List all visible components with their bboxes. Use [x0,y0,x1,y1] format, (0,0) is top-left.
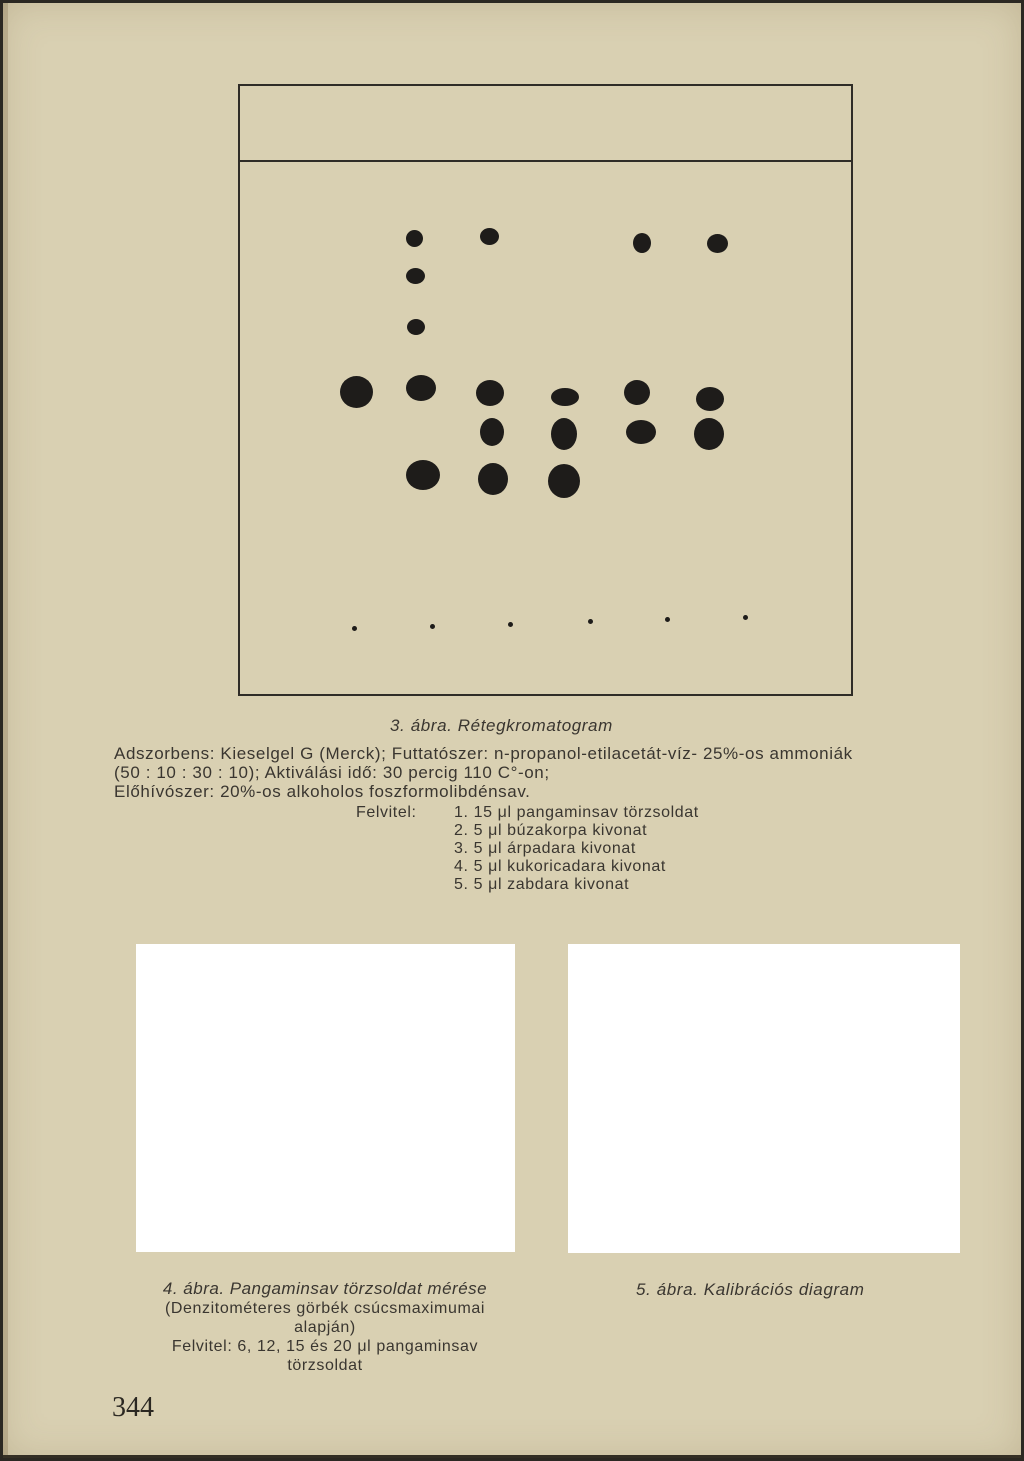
start-dot [743,615,748,620]
felvitel-item: 4. 5 μl kukoricadara kivonat [454,858,666,875]
page-number: 344 [112,1392,154,1423]
figure3-details-line2: (50 : 10 : 30 : 10); Aktiválási idő: 30 percig 110 C°-on; [114,763,550,782]
spot [707,234,728,253]
felvitel-item: 2. 5 μl búzakorpa kivonat [454,822,648,839]
spot [476,380,504,406]
spot [478,463,508,495]
figure4-caption: 4. ábra. Pangaminsav törzsoldat mérése [162,1279,488,1298]
spot [696,387,724,411]
figure4-line4: Felvitel: 6, 12, 15 és 20 μl pangaminsav [171,1338,479,1355]
figure4-image-area [136,944,515,1252]
spot [551,418,577,450]
figure3-details-line1: Adszorbens: Kieselgel G (Merck); Futtatószer: n-propanol-etilacetát-víz- 25%-os ammoniák [114,744,853,763]
spot [548,464,580,498]
spot [480,418,504,446]
felvitel-item: 1. 15 μl pangaminsav törzsoldat [454,804,699,821]
start-dot [665,617,670,622]
spot [406,230,423,247]
felvitel-label: Felvitel: [356,804,417,821]
figure3-caption: 3. ábra. Rétegkromatogram [390,716,613,735]
page-spine [0,0,8,1461]
spot [633,233,651,253]
spot [407,319,425,335]
figure3-details-line3: Előhívószer: 20%-os alkoholos foszformolibdénsav. [114,782,531,801]
spot [406,375,436,401]
felvitel-item: 3. 5 μl árpadara kivonat [454,840,636,857]
figure5-image-area [568,944,960,1253]
figure5-caption: 5. ábra. Kalibrációs diagram [636,1280,865,1299]
figure4-caption-block [120,1279,530,1375]
figure4-line5: törzsoldat [287,1357,363,1374]
spot [406,268,425,284]
figure4-line2: (Denzitométeres görbék csúcsmaximumai [164,1300,486,1317]
start-dot [430,624,435,629]
spot [340,376,373,408]
chromatogram-plate [238,84,853,696]
solvent-front-line [240,160,851,162]
spot [406,460,440,490]
spot [480,228,499,245]
spot [626,420,656,444]
figure4-line3: alapján) [294,1319,356,1336]
start-dot [588,619,593,624]
start-dot [508,622,513,627]
spot [551,388,579,406]
spot [694,418,724,450]
start-dot [352,626,357,631]
felvitel-item: 5. 5 μl zabdara kivonat [454,876,630,893]
page-bottom-edge [0,1455,1024,1461]
spot [624,380,650,405]
